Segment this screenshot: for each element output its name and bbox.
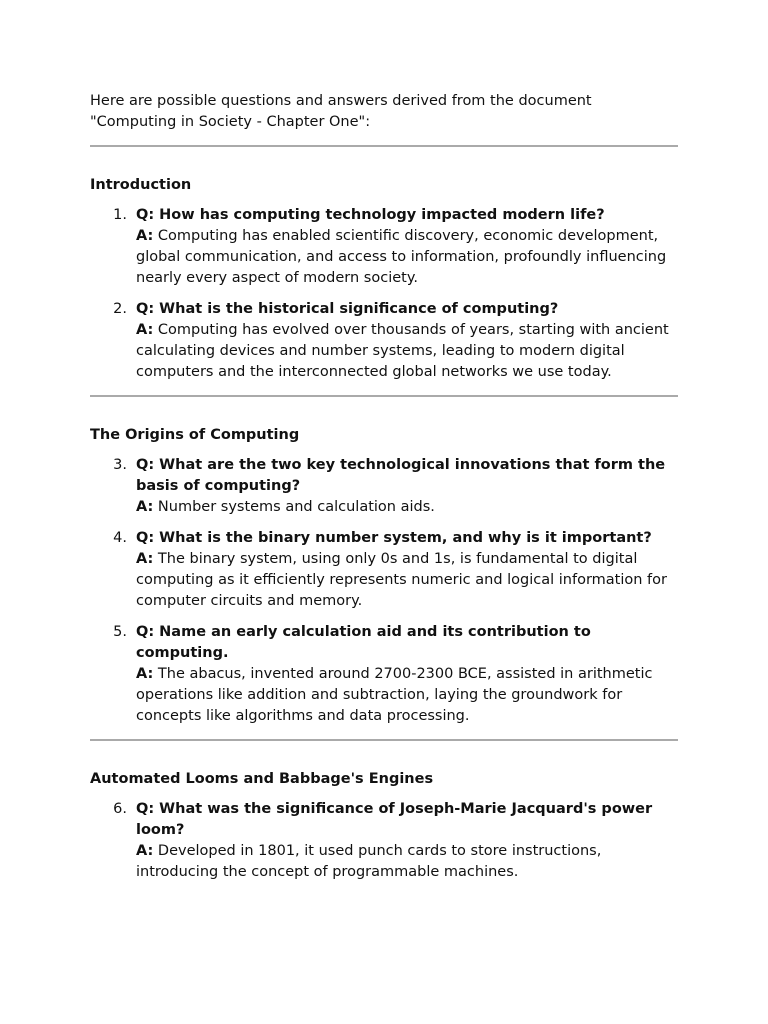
section-origins-of-computing: [90, 425, 678, 727]
qa-list: [90, 205, 678, 383]
section-introduction: [90, 175, 678, 383]
qa-item: [90, 799, 678, 883]
question-text: Q: Name an early calculation aid and its contribution to computing.: [136, 624, 591, 661]
answer-label: A:: [136, 843, 154, 859]
item-number: 4.: [113, 530, 127, 546]
item-number: 2.: [113, 301, 127, 317]
qa-item: [90, 205, 678, 289]
section-heading: Introduction: [90, 177, 192, 193]
answer-text: Computing has evolved over thousands of years, starting with ancient calculating devices and number systems, leading to modern digital computers and the interconnected global networks we use today.: [136, 322, 669, 380]
answer-label: A:: [136, 551, 154, 567]
divider: [90, 739, 678, 741]
question-text: Q: What are the two key technological innovations that form the basis of computing?: [136, 457, 666, 494]
qa-list: [90, 799, 678, 883]
qa-list: [90, 455, 678, 727]
qa-item: [90, 528, 678, 612]
qa-item: [90, 455, 678, 518]
intro-paragraph: Here are possible questions and answers derived from the document "Computing in Society - Chapter One":: [90, 93, 592, 130]
qa-item: [90, 299, 678, 383]
divider: [90, 145, 678, 147]
answer-text: Developed in 1801, it used punch cards to store instructions, introducing the concept of programmable machines.: [136, 843, 602, 880]
question-text: Q: What was the significance of Joseph-Marie Jacquard's power loom?: [136, 801, 653, 838]
answer-text: Computing has enabled scientific discovery, economic development, global communication, and access to information, profoundly influencing nearly every aspect of modern society.: [136, 228, 667, 286]
question-text: Q: What is the binary number system, and why is it important?: [136, 530, 652, 546]
section-heading: The Origins of Computing: [90, 427, 300, 443]
answer-text: The binary system, using only 0s and 1s, is fundamental to digital computing as it efficiently represents numeric and logical information for computer circuits and memory.: [136, 551, 667, 609]
item-number: 5.: [113, 624, 127, 640]
item-number: 6.: [113, 801, 127, 817]
divider: [90, 395, 678, 397]
answer-label: A:: [136, 228, 154, 244]
answer-text: Number systems and calculation aids.: [157, 499, 435, 515]
question-text: Q: What is the historical significance of computing?: [136, 301, 559, 317]
item-number: 1.: [113, 207, 127, 223]
qa-item: [90, 622, 678, 727]
section-automated-looms: [90, 769, 678, 883]
answer-label: A:: [136, 666, 154, 682]
item-number: 3.: [113, 457, 127, 473]
document-page: [90, 91, 678, 893]
answer-text: The abacus, invented around 2700-2300 BCE, assisted in arithmetic operations like addition and subtraction, laying the groundwork for concepts like algorithms and data processing.: [136, 666, 653, 724]
section-heading: Automated Looms and Babbage's Engines: [90, 771, 434, 787]
answer-label: A:: [136, 322, 154, 338]
question-text: Q: How has computing technology impacted modern life?: [136, 207, 605, 223]
answer-label: A:: [136, 499, 154, 515]
